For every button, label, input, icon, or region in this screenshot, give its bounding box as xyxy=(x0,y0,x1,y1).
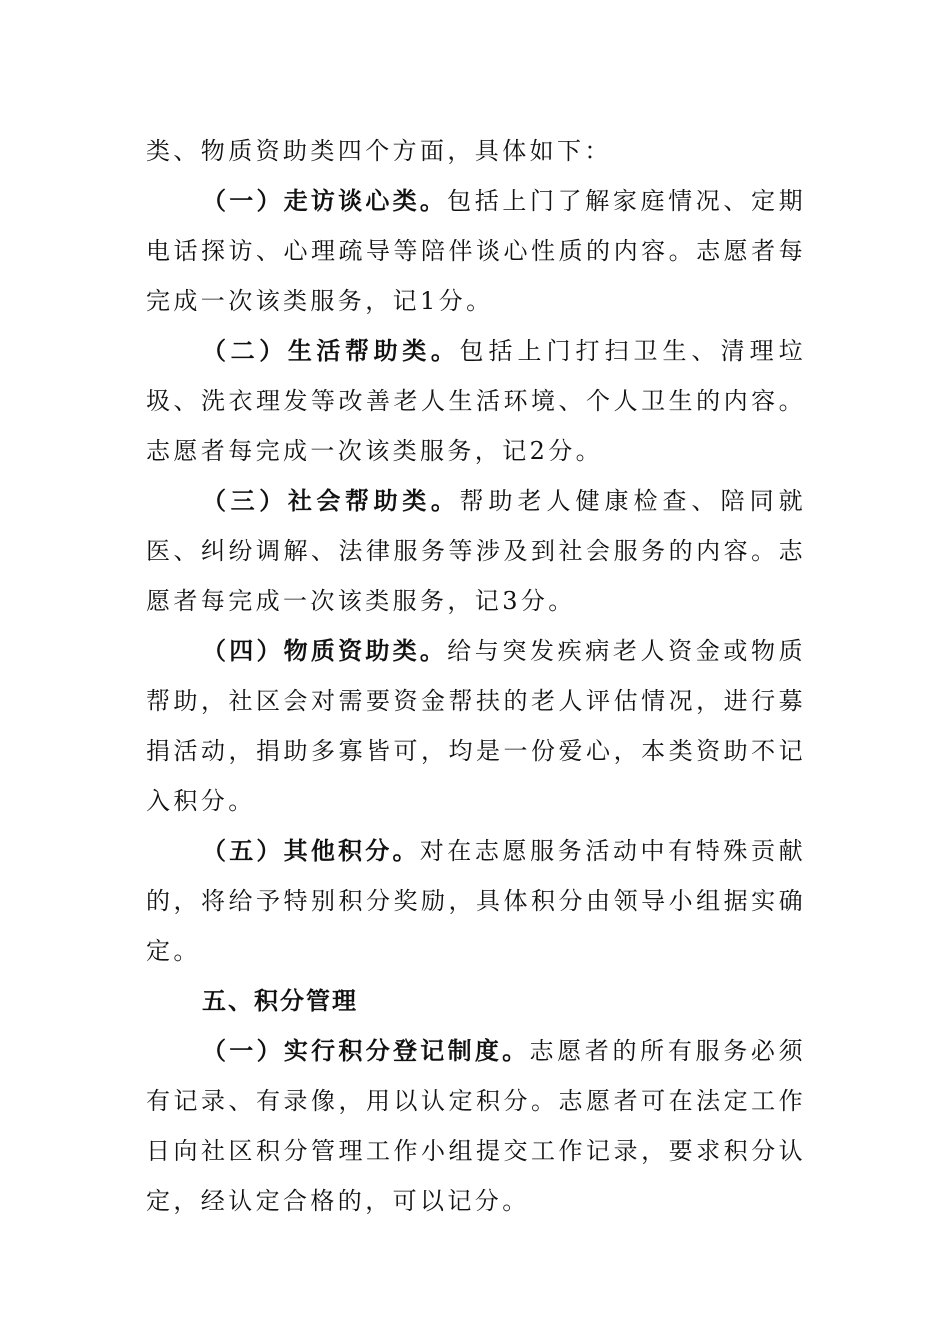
paragraph-text: 给与突发疾病老人资金或物质帮助，社区会对需要资金帮扶的老人评估情况，进行募捐活动，捐助多寡皆可，均是一份爱心，本类资助不记入积分。 xyxy=(146,637,807,815)
paragraph-text: 志愿者的所有服务必须有记录、有录像，用以认定积分。志愿者可在法定工作日向社区积分管理工作小组提交工作记录，要求积分认定，经认定合格的，可以记分。 xyxy=(146,1037,807,1215)
paragraph-text: 帮助老人健康检查、陪同就医、纠纷调解、法律服务等涉及到社会服务的内容。志愿者每完成一次该类服务，记3分。 xyxy=(146,487,806,615)
paragraph-management-1 xyxy=(146,1026,806,1226)
paragraph-category-4 xyxy=(146,626,806,826)
paragraph-text: 包括上门了解家庭情况、定期电话探访、心理疏导等陪伴谈心性质的内容。志愿者每完成一次该类服务，记1分。 xyxy=(146,187,807,315)
paragraph-heading: （五）其他积分。 xyxy=(202,836,420,865)
paragraph-heading: （一）实行积分登记制度。 xyxy=(202,1036,530,1065)
paragraph-heading: （三）社会帮助类。 xyxy=(202,486,460,515)
paragraph-heading: （四）物质资助类。 xyxy=(202,636,448,665)
paragraph-category-5 xyxy=(146,826,806,976)
document-body xyxy=(146,126,806,1226)
paragraph-intro xyxy=(146,126,806,176)
paragraph-text: 包括上门打扫卫生、清理垃圾、洗衣理发等改善老人生活环境、个人卫生的内容。志愿者每完成一次该类服务，记2分。 xyxy=(146,337,806,465)
paragraph-category-2 xyxy=(146,326,806,476)
paragraph-text: 对在志愿服务活动中有特殊贡献的，将给予特别积分奖励，具体积分由领导小组据实确定。 xyxy=(146,837,807,965)
paragraph-heading: （一）走访谈心类。 xyxy=(202,186,448,215)
section-heading: 五、积分管理 xyxy=(202,986,358,1015)
paragraph-heading: （二）生活帮助类。 xyxy=(202,336,460,365)
paragraph-category-1 xyxy=(146,176,806,326)
paragraph-category-3 xyxy=(146,476,806,626)
paragraph-text: 类、物质资助类四个方面，具体如下： xyxy=(146,137,612,165)
